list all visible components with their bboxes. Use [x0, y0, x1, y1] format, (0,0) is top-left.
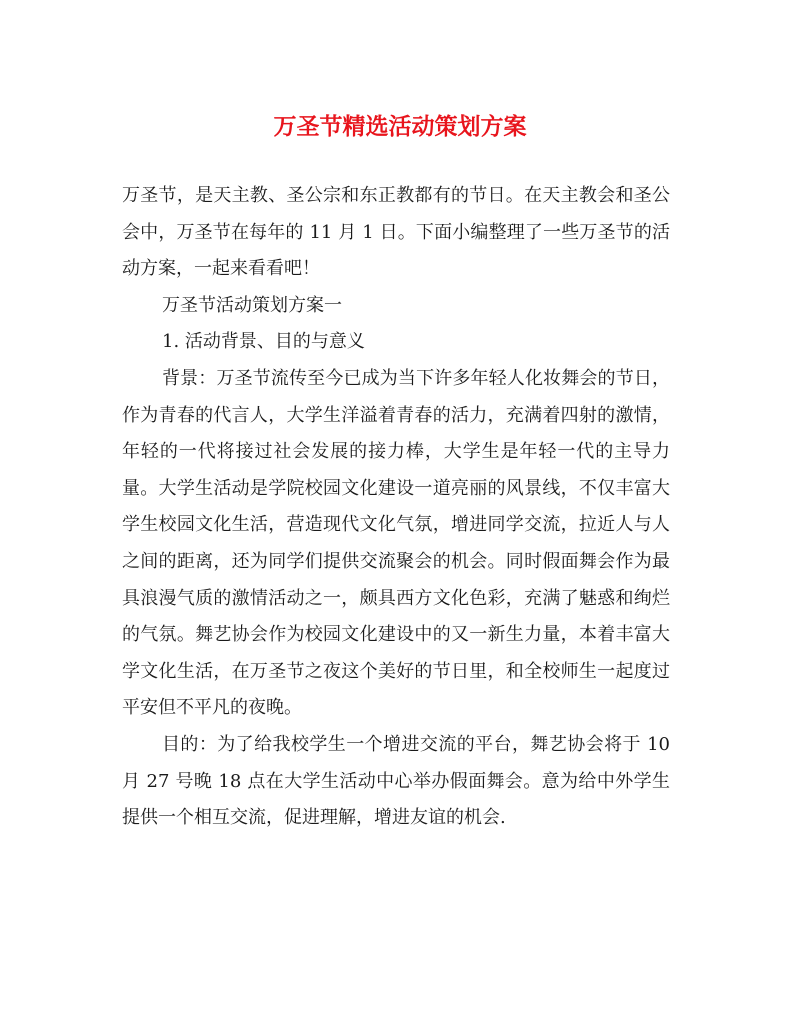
- document-title: 万圣节精选活动策划方案: [273, 113, 527, 140]
- section-heading: 万圣节活动策划方案一: [162, 294, 342, 316]
- purpose-paragraph: 目的：为了给我校学生一个增进交流的平台，舞艺协会将于 10 月 27 号晚 18 点在大学生活动中心举办假面舞会。意为给中外学生提供一个相互交流，促进理解，增进友谊的机会.: [122, 733, 670, 829]
- subsection-heading: 1. 活动背景、目的与意义: [162, 331, 365, 353]
- intro-paragraph: 万圣节，是天主教、圣公宗和东正教都有的节日。在天主教会和圣公会中，万圣节在每年的 11 月 1 日。下面小编整理了一些万圣节的活动方案，一起来看看吧！: [122, 185, 670, 280]
- background-paragraph: 背景：万圣节流传至今已成为当下许多年轻人化妆舞会的节日，作为青春的代言人，大学生洋溢着青春的活力，充满着四射的激情，年轻的一代将接过社会发展的接力棒，大学生是年轻一代的主导力量。大学生活动是学院校园文化建设一道亮丽的风景线，不仅丰富大学生校园文化生活，营造现代文化气氛，增进同学交流，拉近人与人之间的距离，还为同学们提供交流聚会的机会。同时假面舞会作为最具浪漫气质的激情活动之一，颇具西方文化色彩，充满了魅惑和绚烂的气氛。舞艺协会作为校园文化建设中的又一新生力量，本着丰富大学文化生活，在万圣节之夜这个美好的节日里，和全校师生一起度过平安但不平凡的夜晚。: [122, 367, 670, 719]
- document-body: [122, 178, 670, 837]
